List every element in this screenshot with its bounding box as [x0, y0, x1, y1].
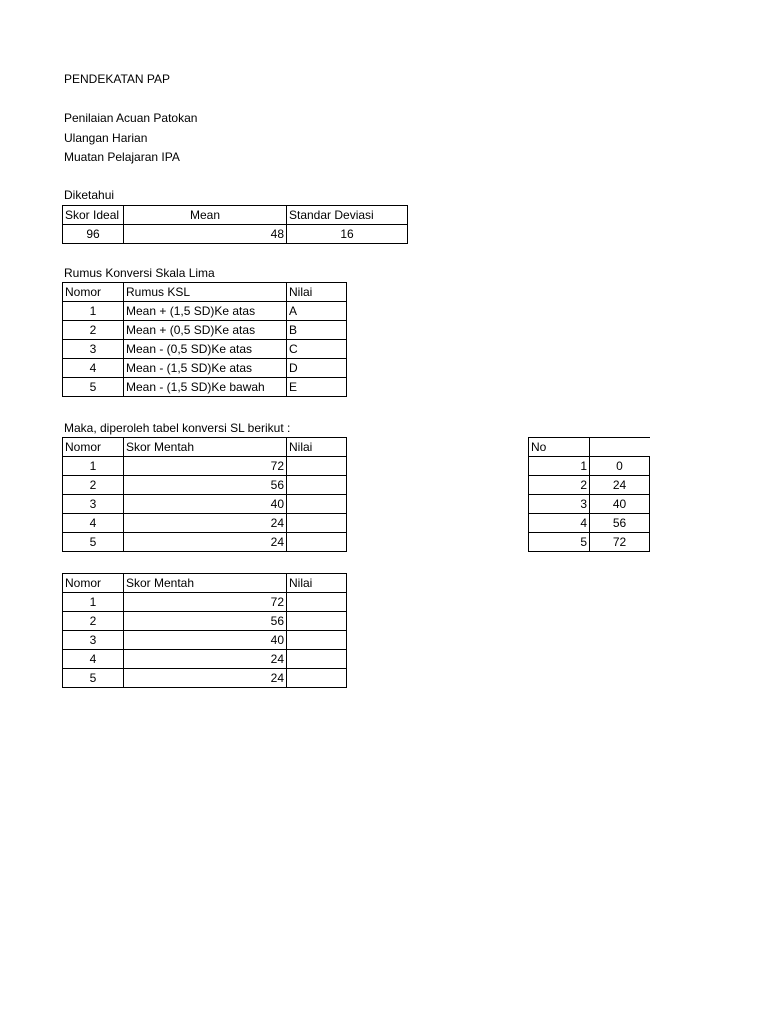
cell	[287, 612, 347, 631]
formula-label: Rumus Konversi Skala Lima	[64, 266, 215, 280]
table-header-row	[63, 574, 347, 593]
header-cell: Standar Deviasi	[287, 206, 408, 225]
header-cell: Skor Mentah	[124, 574, 287, 593]
header-cell: Nilai	[287, 574, 347, 593]
cell: Mean + (1,5 SD)Ke atas	[124, 302, 287, 321]
table-row	[63, 457, 347, 476]
table-row	[63, 612, 347, 631]
cell: 2	[63, 321, 124, 340]
table-row	[63, 476, 347, 495]
subtitle-line: Muatan Pelajaran IPA	[64, 150, 180, 164]
header-cell: Rumus KSL	[124, 283, 287, 302]
table-row	[529, 457, 650, 476]
cell: 4	[63, 514, 124, 533]
cell: Mean - (1,5 SD)Ke atas	[124, 359, 287, 378]
formula-table	[62, 282, 347, 397]
cell: D	[287, 359, 347, 378]
cell	[287, 457, 347, 476]
cell: E	[287, 378, 347, 397]
cell: 5	[529, 533, 590, 552]
page-title: PENDEKATAN PAP	[64, 72, 171, 86]
table-row	[63, 650, 347, 669]
table-row	[63, 514, 347, 533]
cell: 1	[63, 457, 124, 476]
cell: 72	[124, 457, 287, 476]
side-table	[528, 437, 650, 552]
cell: 72	[124, 593, 287, 612]
cell: Mean - (1,5 SD)Ke bawah	[124, 378, 287, 397]
cell: 2	[63, 476, 124, 495]
cell: 48	[124, 225, 287, 244]
cell: 56	[124, 612, 287, 631]
header-cell: Nilai	[287, 283, 347, 302]
table-row	[63, 340, 347, 359]
conversion-table-2	[62, 573, 347, 688]
header-cell: Nomor	[63, 574, 124, 593]
cell: 16	[287, 225, 408, 244]
cell: 4	[529, 514, 590, 533]
table-row	[529, 514, 650, 533]
header-cell: Skor Ideal	[63, 206, 124, 225]
cell: 24	[124, 514, 287, 533]
cell: 4	[63, 650, 124, 669]
table-row	[63, 378, 347, 397]
cell: 40	[124, 495, 287, 514]
cell	[287, 669, 347, 688]
cell: 56	[124, 476, 287, 495]
cell: 5	[63, 533, 124, 552]
header-cell: Skor Mentah	[124, 438, 287, 457]
cell	[287, 631, 347, 650]
cell: A	[287, 302, 347, 321]
cell: 72	[590, 533, 650, 552]
cell: 5	[63, 378, 124, 397]
subtitle-line: Ulangan Harian	[64, 131, 148, 145]
table-header-row	[63, 283, 347, 302]
cell	[287, 593, 347, 612]
table-header-row	[63, 438, 347, 457]
header-cell: Mean	[124, 206, 287, 225]
cell: 5	[63, 669, 124, 688]
header-cell: Nomor	[63, 438, 124, 457]
cell: C	[287, 340, 347, 359]
known-table	[62, 205, 408, 244]
cell: 24	[124, 669, 287, 688]
header-cell: Nomor	[63, 283, 124, 302]
table-row	[63, 669, 347, 688]
cell: 2	[63, 612, 124, 631]
cell: 1	[63, 593, 124, 612]
table-row	[63, 302, 347, 321]
conversion-label: Maka, diperoleh tabel konversi SL berikut :	[64, 421, 291, 435]
table-header-row	[63, 206, 408, 225]
cell: 24	[124, 533, 287, 552]
cell: 24	[124, 650, 287, 669]
cell: 0	[590, 457, 650, 476]
cell: 56	[590, 514, 650, 533]
table-header-row	[529, 438, 650, 457]
table-row	[63, 495, 347, 514]
cell: Mean + (0,5 SD)Ke atas	[124, 321, 287, 340]
cell: 3	[63, 631, 124, 650]
cell: 1	[63, 302, 124, 321]
table-row	[529, 533, 650, 552]
cell: Mean - (0,5 SD)Ke atas	[124, 340, 287, 359]
cell: 3	[529, 495, 590, 514]
table-row	[63, 359, 347, 378]
cell	[287, 650, 347, 669]
cell: 96	[63, 225, 124, 244]
cell	[287, 476, 347, 495]
table-row	[529, 495, 650, 514]
subtitle-line: Penilaian Acuan Patokan	[64, 111, 198, 125]
table-row	[63, 225, 408, 244]
cell: 4	[63, 359, 124, 378]
cell: 2	[529, 476, 590, 495]
cell: 24	[590, 476, 650, 495]
cell: 40	[590, 495, 650, 514]
cell: B	[287, 321, 347, 340]
cell: 1	[529, 457, 590, 476]
known-label: Diketahui	[64, 188, 115, 202]
table-row	[63, 593, 347, 612]
cell: 40	[124, 631, 287, 650]
cell	[287, 495, 347, 514]
header-cell-empty	[590, 438, 650, 457]
cell: 3	[63, 340, 124, 359]
cell: 3	[63, 495, 124, 514]
table-row	[529, 476, 650, 495]
table-row	[63, 321, 347, 340]
header-cell: Nilai	[287, 438, 347, 457]
cell	[287, 514, 347, 533]
table-row	[63, 631, 347, 650]
conversion-table	[62, 437, 347, 552]
cell	[287, 533, 347, 552]
header-cell: No	[529, 438, 590, 457]
table-row	[63, 533, 347, 552]
